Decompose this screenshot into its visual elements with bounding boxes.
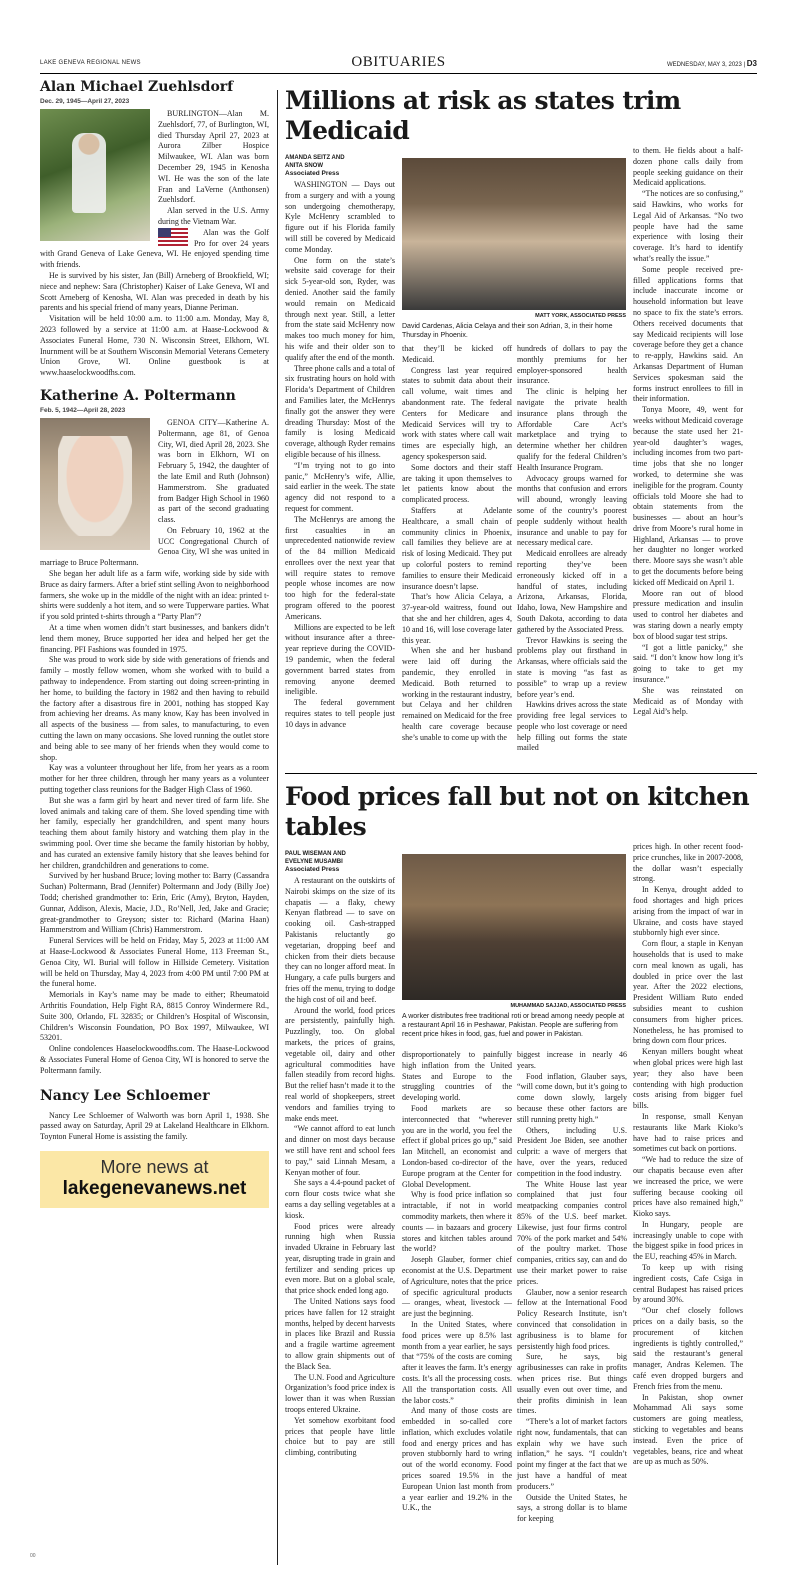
promo-link[interactable]: lakegenevanews.net (62, 1177, 247, 1199)
promo-text: More news at (100, 1156, 209, 1177)
story-column: PAUL WISEMAN AND EVELYNE MUSAMBI Associated Press A restaurant on the outskirts of Nairobi skimps on the size of its chapatis — a flaky, chewy Kenyan flatbread — to save on cooking oil. Cash-strapped Pakistanis reluctantly go vegetarian, dropping beef and chicken from their diets because they can no longer afford meat. In Hungary, a cafe pulls burgers and fries off the menu, trying to dodge the high cost of oil and beef. Around the world, food prices are persistently, painfully high. Puzzlingly, too. On global markets, the prices of grains, vegetable oil, dairy and other agricultural commodities have fallen steadily from record highs. But the relief hasn’t made it to the real world of shopkeepers, street vendors and families trying to make ends meet. “We cannot afford to eat lunch and dinner on most days because we still have rent and school fees to pay,” said Linnah Mesam, a Kenyan mother of four. She says a 4.4-pound packet of corn flour costs twice what she earns a day selling vegetables at a kiosk. Food prices were already running high when Russia invaded Ukraine in February last year, disrupting trade in grain and fertilizer and sending prices up even more. But on a global scale, that price shock ended long ago. The United Nations says food prices have fallen for 12 straight months, helped by decent harvests in places like Brazil and Russia and a fragile wartime agreement to allow grain shipments out of the Black Sea. The U.N. Food and Agriculture Organization’s food price index is lower than it was when Russian troops entered Ukraine. Yet somehow exorbitant food prices that people have little choice but to pay are still climbing, contributing (285, 851, 395, 1458)
obit-body: Nancy Lee Schloemer of Walworth was born April 1, 1938. She passed away on Saturday, April 29 at Lakeland Healthcare in Elkhorn. Toynton Funeral Home is assisting the family. (40, 1110, 269, 1142)
obit-name: Alan Michael Zuehlsdorf (40, 79, 234, 95)
story-separator (285, 773, 757, 774)
story-column: disproportionately to painfully high inflation from the United States and Europe to the struggling countries of the developing world. Food markets are so interconnected that “wherever you are in the world, you feel the effect if global prices go up,” said Ian Mitchell, an economist and London-based co-director of the Europe program at the Center for Global Development. Why is food price inflation so intractable, if not in world commodity markets, then where it counts — in bazaars and grocery stores and kitchen tables around the world? Joseph Glauber, former chief economist at the U.S. Department of Agriculture, notes that the price of specific agricultural products — oranges, wheat, livestock — are just the beginning. In the United States, where food prices were up 8.5% last month from a year earlier, he says that “75% of the costs are coming after it leaves the farm. It’s energy costs. It’s all the processing costs. All the transportation costs. All the labor costs.” And many of those costs are embedded in so-called core inflation, which excludes volatile food and energy prices and has proven stubbornly hard to wring out of the world economy. Food prices soared 19.5% in the European Union last month from a year earlier and 19.2% in the U.K., the (402, 1050, 512, 1513)
obit-name: Katherine A. Poltermann (40, 387, 236, 404)
page-number: D3 (746, 59, 757, 68)
story-column: hundreds of dollars to pay the monthly premiums for her employer-sponsored health insurance. The clinic is helping her navigate the private health insurance plans through the Affordable Care Act’s marketplace and trying to determine whether her children qualify for the federal Children’s Health Insurance Program. Advocacy groups warned for months that confusion and errors will abound, wrongly leaving some of the country’s poorest people suddenly without health insurance and unable to pay for necessary medical care. Medicaid enrollees are already reporting they’ve been erroneously kicked off in a handful of states, including Arizona, Arkansas, Florida, Idaho, Iowa, New Hampshire and South Dakota, according to data gathered by the Associated Press. Trevor Hawkins is seeing the problems play out firsthand in Arkansas, where officials said the state is moving “as fast as possible” to wrap up a review before year’s end. Hawkins drives across the state providing free legal services to people who lost coverage or need help filling out forms the state mailed (517, 344, 627, 753)
page-date: WEDNESDAY, MAY 3, 2023 | D3 (666, 59, 757, 68)
us-flag-icon (158, 228, 188, 246)
obit-photo (40, 418, 150, 550)
section-title: OBITUARIES (351, 54, 446, 70)
photo-credit: MUHAMMAD SAJJAD, ASSOCIATED PRESS (510, 1003, 626, 1009)
paper-name: LAKE GENEVA REGIONAL NEWS (40, 60, 141, 66)
obit-dates: Dec. 29, 1945—April 27, 2023 (40, 98, 130, 105)
obit-photo (40, 109, 150, 241)
column-divider (277, 90, 278, 1565)
medicaid-story (285, 86, 757, 786)
story-photo (402, 158, 626, 310)
story-column: prices high. In other recent food-price crunches, like in 2007-2008, the dollar wasn’t especially strong. In Kenya, drought added to food shortages and high prices arising from the impact of war in Ukraine, and costs have stayed stubbornly high ever since. Corn flour, a staple in Kenyan households that is used to make corn meal known as ugali, has doubled in price over the last year. After the 2022 elections, President William Ruto ended subsidies meant to cushion consumers from higher prices. Nonetheless, he has promised to bring down corn flour prices. Kenyan millers bought wheat when global prices were high last year; they also have been contending with high production costs arising from bigger fuel bills. In response, small Kenyan restaurants like Mark Kioko’s have had to raise prices and sometimes cut back on portions. “We had to reduce the size of our chapatis because even after we increased the price, we were suffering because cooking oil prices have also remained high,” Kioko says. In Hungary, people are increasingly unable to cope with the biggest spike in food prices in the EU, reaching 45% in March. To keep up with rising ingredient costs, Cafe Csiga in central Budapest has raised prices by around 30%. “Our chef closely follows prices on a daily basis, so the procurement of kitchen ingredients is tightly controlled,” said the restaurant’s general manager, Andras Kelemen. The café even dropped burgers and French fries from the menu. In Pakistan, shop owner Mohammad Ali says some customers are going meatless, sticking to vegetables and beans instead. Even the price of vegetables, beans, rice and wheat are up as much as 50%. (633, 842, 743, 1467)
photo-caption: A worker distributes free traditional roti or bread among needy people at a restaurant April 16 in Peshawar, Pakistan. People are suffering from recent price hikes in food, gas, fuel and power in Pakistan. (402, 1013, 625, 1038)
photo-credit: MATT YORK, ASSOCIATED PRESS (535, 313, 626, 319)
agency: Associated Press (285, 866, 340, 873)
page-header (40, 56, 757, 74)
photo-caption: David Cardenas, Alicia Celaya and their son Adrian, 3, in their home Thursday in Phoenix. (402, 323, 613, 339)
story-photo (402, 854, 626, 1000)
obit-body: GENOA CITY—Katherine A. Poltermann, age 81, of Genoa City, WI, died April 28, 2023. She was born in Elkhorn, WI on February 5, 1942, the daughter of the late Emil and Ruth (Johnson) Hammerstrom. She graduated from Badger High School in 1960 as part of the second graduating class. On February 10, 1962 at the UCC Congregational Church of Genoa City, WI she was united in marriage to Bruce Poltermann. She began her adult life as a farm wife, working side by side with Bruce as dairy farmers. After a brief stint selling Avon to neighborhood farmers, she woke up in the middle of the night with an idea: printed t-shirts were suddenly a hot item, and so were Tupperware parties. What if you sold printed t-shirts through a “Party Plan”? At a time when women didn’t start businesses, and bankers didn’t lend them money, Bruce supported her idea and helped her get the financing. PFI Fashions was founded in 1975. She was proud to work side by side with generations of friends and family – mostly fellow women, whom she worked with to build a pathway to independence. From starting out doing screen-printing in her home, to building the factory in 1982 and then having to rebuild the factory after a disastrous fire in 2001, nothing has stopped Kay from achieving her dreams. As many know, Kay has been involved in all aspects of the business — from sales, to manufacturing, to even cutting the lawn on many occasions. She loved running the outlet store and being able to see many of her friends when they would come to shop. Kay was a volunteer throughout her life, from her years as a room mother for her three children, through her many years as a volunteer putting together class reunions for the Badger High Class of 1960. But she was a farm girl by heart and never tired of farm life. She loved animals and taking care of them. She loved spending time with her family, especially her grandchildren, and spent many hours teaching them about family history and watching them play in the swimming pool. Over time she became the family historian by hobby, and has curated an extensive family history that she leaves behind for her children, grandchildren and generations to come. Survived by her husband Bruce; loving mother to: Barry (Cassandra Suchan) Poltermann, Brad (Jennifer) Poltermann and Jody (Billy Joe) Todd; cherished grandmother to: Erin, Eric (Amy), Bryton, Hayden, Gunnar, Addison, Alexis, Macie, J.D., Ro’Nell, Jed, Jake and Gracie; great-grandmother to Greyson; sister to: Richard (Marina Haan) Hammerstrom and William (Chris) Hammerstrom. Funeral Services will be held on Friday, May 5, 2023 at 11:00 AM at Haase-Lockwood & Associates Funeral Home, 113 Freeman St., Genoa City, WI. Burial will follow in Hillside Cemetery. Visitation will be held on Thursday, May 4, 2023 from 4:00 PM until 7:00 PM at the funeral home. Memorials in Kay’s name may be made to either; Rheumatoid Arthritis Foundation, Help Fight RA, 8815 Conroy Windermere Rd., Suite 300, Orlando, FL 32835; or Children’s Hospital of Wisconsin, Children’s Wisconsin Foundation, PO Box 1997, Milwaukee, WI 53201. Online condolences Haaselockwoodfhs.com. The Haase-Lockwood & Associates Funeral Home of Genoa City, WI is honored to serve the Poltermann family. (40, 417, 269, 1075)
story-column: AMANDA SEITZ AND ANITA SNOW Associated Press WASHINGTON — Days out from a surgery and with a young son undergoing chemotherapy, Kyle McHenry scrambled to figure out if his Florida family will still be covered by Medicaid come Monday. One form on the state’s website said coverage for their sick 5-year-old son, Ryder, was denied. Another said the family would remain on Medicaid through next year. Still, a letter from the state said McHenry now makes too much money for him, his wife and their older son to qualify after the end of the month. Three phone calls and a total of six frustrating hours on hold with Florida’s Department of Children and Families later, the McHenrys finally got the answer they were dreading Thursday: Most of the family is losing Medicaid coverage, although Ryder remains eligible because of his illness. “I’m trying not to go into panic,” McHenry’s wife, Allie, said earlier in the week. The state agency did not respond to a request for comment. The McHenrys are among the first casualties in an unprecedented nationwide review of the 84 million Medicaid enrollees over the next year that will require states to remove people whose incomes are now too high for the federal-state program offered to the poorest Americans. Millions are expected to be left without insurance after a three-year reprieve during the COVID-19 pandemic, when the federal government barred states from removing anyone deemed ineligible. The federal government requires states to tell people just 10 days in advance (285, 155, 395, 729)
footer-code: 00 (30, 1553, 36, 1559)
byline: PAUL WISEMAN AND EVELYNE MUSAMBI (285, 851, 346, 865)
agency: Associated Press (285, 170, 340, 177)
story-column: biggest increase in nearly 46 years. Food inflation, Glauber says, “will come down, but it’s going to come down slowly, largely because these other factors are still running pretty high.” Others, including U.S. President Joe Biden, see another culprit: a wave of mergers that have, over the years, reduced competition in the food industry. The White House last year complained that just four meatpacking companies control 85% of the U.S. beef market. Likewise, just four firms control 70% of the pork market and 54% of the poultry market. Those companies, critics say, can and do use their market power to raise prices. Glauber, now a senior research fellow at the International Food Policy Research Institute, isn’t convinced that consolidation in agribusiness is to blame for persistently high food prices. Sure, he says, big agribusinesses can rake in profits when prices rise. But things usually even out over time, and their profits diminish in lean times. “There’s a lot of market factors right now, fundamentals, that can explain why we have such inflation,” he says. “I couldn’t point my finger at the fact that we just have a handful of meat producers.” Outside the United States, he says, a strong dollar is to blame for keeping (517, 1050, 627, 1524)
obit-name: Nancy Lee Schloemer (40, 1087, 210, 1104)
obituaries-column (40, 78, 269, 1208)
obit-dates: Feb. 5, 1942—April 28, 2023 (40, 406, 126, 414)
story-column: to them. He fields about a half-dozen phone calls daily from people seeking guidance on their Medicaid applications. “The notices are so confusing,” said Hawkins, who works for Legal Aid of Arkansas. “No two people have had the same experience with losing their coverage. It’s hard to identify what’s really the issue.” Some people received pre-filled applications forms that include inaccurate income or household information but leave no space to fix the state’s errors. Others received documents that say Medicaid recipients will lose coverage before they get a chance to re-apply, Hawkins said. An Arkansas Department of Human Services spokesman said the forms instruct enrollees to fill in their information. Tonya Moore, 49, went for weeks without Medicaid coverage because the state used her 21-year-old daughter’s wages, including incomes from two part-time jobs that she no longer worked, to determine she was ineligible for the program. County officials told Moore she had to obtain statements from the businesses — about an hour’s drive from Moore’s rural home in Highland, Arkansas — to prove her daughter no longer worked there. Moore says she wasn’t able to get the documents before being kicked off Medicaid on April 1. Moore ran out of blood pressure medication and insulin used to control her diabetes and was staring down a nearly empty box of blood sugar test strips. “I got a little panicky,” she said. “I don’t know how long it’s going to take to get my insurance.” She was reinstated on Medicaid as of Monday with Legal Aid’s help. (633, 146, 743, 717)
byline: AMANDA SEITZ AND ANITA SNOW (285, 155, 345, 169)
food-prices-story (285, 782, 757, 1588)
headline: Food prices fall but not on kitchen tables (285, 782, 750, 841)
obit-body: BURLINGTON—Alan M. Zuehlsdorf, 77, of Burlington, WI, died Thursday April 27, 2023 at Aurora Zilber Hospice Milwaukee, WI. Alan was born December 29, 1945 in Kenosha WI. He was the son of the late Fran and LaVerne (Anthonsen) Zuehlsdorf. Alan served in the U.S. Army during the Vietnam War. Alan was the Golf Pro for over 24 years with Grand Geneva of Lake Geneva, WI. He enjoyed spending time with friends. He is survived by his sister, Jan (Bill) Arneberg of Brookfield, WI; niece and nephew: Sara (Christopher) Kaiser of Lake Geneva, WI and Scott Arneberg of Kenosha, WI. Alan was preceded in death by his parents and his special friend of many years, Dianne Periman. Visitation will be held 10:00 a.m. to 11:00 a.m. Monday, May 8, 2023 followed by a service at 11:00 a.m. at Haase-Lockwood & Associates Funeral Home, 730 N. Wisconsin Street, Elkhorn, WI. Inurnment will be at Southern Wisconsin Memorial Veterans Cemetery Union Grove, WI. Online guestbook is at www.haaselockwoodfhs.com. (40, 109, 269, 378)
story-column: that they’ll be kicked off Medicaid. Congress last year required states to submit data about their call volume, wait times and abandonment rate. The federal Centers for Medicare and Medicaid Services will try to work with states where call wait times are especially high, an agency spokesperson said. Some doctors and their staff are taking it upon themselves to let patients know about the complicated process. Staffers at Adelante Healthcare, a small chain of community clinics in Phoenix, call families they believe are at risk of losing Medicaid. They put up colorful posters to remind families to ensure their Medicaid insurance doesn’t lapse. That’s how Alicia Celaya, a 37-year-old waitress, found out that she and her children, ages 4, 10 and 16, will lose coverage later this year. When she and her husband were laid off during the pandemic, they enrolled in Medicaid. Both returned to working in the restaurant industry, but Celaya and her children remained on Medicaid for the free health care coverage because she’s unable to come up with the (402, 344, 512, 742)
headline: Millions at risk as states trim Medicaid (285, 86, 681, 145)
promo-box[interactable] (40, 1151, 269, 1208)
